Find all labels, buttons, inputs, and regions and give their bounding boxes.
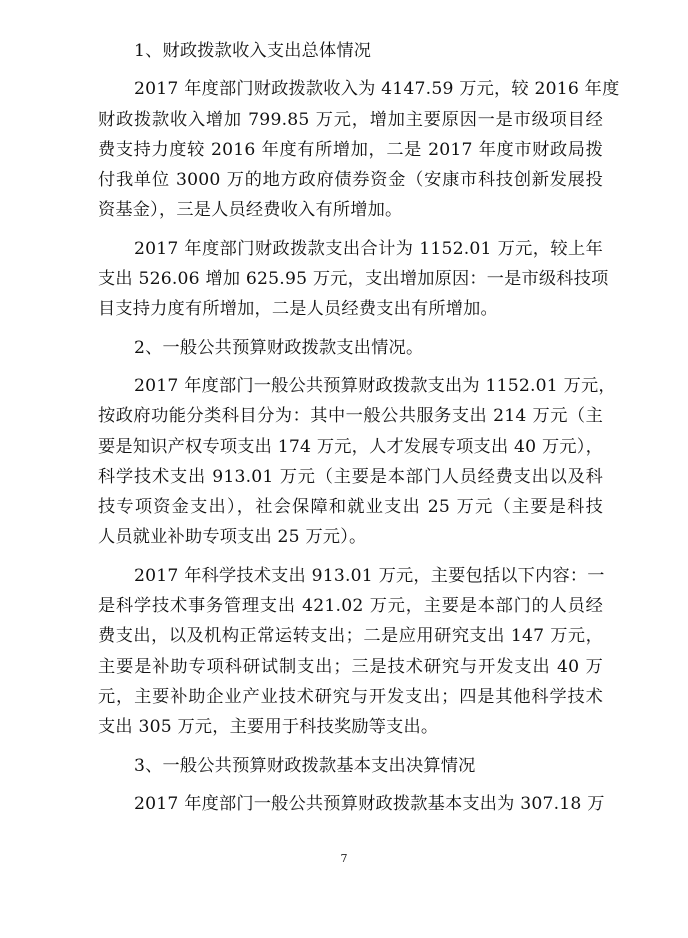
text-line: 2017 年度部门一般公共预算财政拨款基本支出为 307.18 万: [134, 793, 605, 814]
text-line: 人员就业补助专项支出 25 万元）。: [98, 527, 367, 548]
text-line: 元，主要补助企业产业技术研究与开发支出；四是其他科学技术: [98, 686, 603, 707]
page-number: 7: [340, 852, 348, 865]
section-heading-2: [98, 333, 603, 363]
text-line: 支出 305 万元，主要用于科技奖励等支出。: [98, 717, 439, 738]
text-line: 2017 年科学技术支出 913.01 万元，主要包括以下内容：一: [134, 565, 605, 586]
paragraph-science: [98, 561, 603, 743]
text-line: 2017 年度部门财政拨款支出合计为 1152.01 万元，较上年: [134, 238, 603, 259]
text-line: 支出 526.06 增加 625.95 万元，支出增加原因：一是市级科技项: [98, 269, 609, 290]
text-line: 目支持力度有所增加，二是人员经费支出有所增加。: [98, 299, 498, 320]
paragraph-expense: [98, 234, 609, 325]
text-line: 费支持力度较 2016 年度有所增加，二是 2017 年度市财政局拨: [98, 139, 603, 160]
text-line: 1、财政拨款收入支出总体情况: [134, 41, 372, 61]
text-line: 付我单位 3000 万的地方政府债券资金（安康市科技创新发展投: [98, 170, 603, 191]
text-line: 财政拨款收入增加 799.85 万元，增加主要原因一是市级项目经: [98, 109, 603, 130]
document-body: [98, 36, 620, 827]
section-heading-3: [98, 751, 603, 781]
text-line: 按政府功能分类科目分为：其中一般公共服务支出 214 万元（主: [98, 406, 603, 427]
paragraph-basic-expense: [98, 789, 603, 819]
text-line: 3、一般公共预算财政拨款基本支出决算情况: [134, 755, 476, 776]
text-line: 主要是补助专项科研试制支出；三是技术研究与开发支出 40 万: [98, 656, 603, 677]
text-line: 要是知识产权专项支出 174 万元，人才发展专项支出 40 万元），: [98, 436, 603, 457]
text-line: 资基金），三是人员经费收入有所增加。: [98, 200, 403, 221]
text-line: 2017 年度部门财政拨款收入为 4147.59 万元，较 2016 年度: [134, 79, 620, 100]
text-line: 2、一般公共预算财政拨款支出情况。: [134, 337, 424, 358]
section-heading-1: [98, 36, 603, 66]
text-line: 是科学技术事务管理支出 421.02 万元，主要是本部门的人员经: [98, 596, 603, 617]
text-line: 费支出，以及机构正常运转支出；二是应用研究支出 147 万元，: [98, 626, 603, 647]
text-line: 科学技术支出 913.01 万元（主要是本部门人员经费支出以及科: [98, 466, 603, 487]
paragraph-income: [98, 74, 620, 225]
text-line: 技专项资金支出），社会保障和就业支出 25 万元（主要是科技: [98, 497, 603, 518]
text-line: 2017 年度部门一般公共预算财政拨款支出为 1152.01 万元，: [134, 375, 616, 396]
paragraph-general-budget: [98, 371, 616, 553]
